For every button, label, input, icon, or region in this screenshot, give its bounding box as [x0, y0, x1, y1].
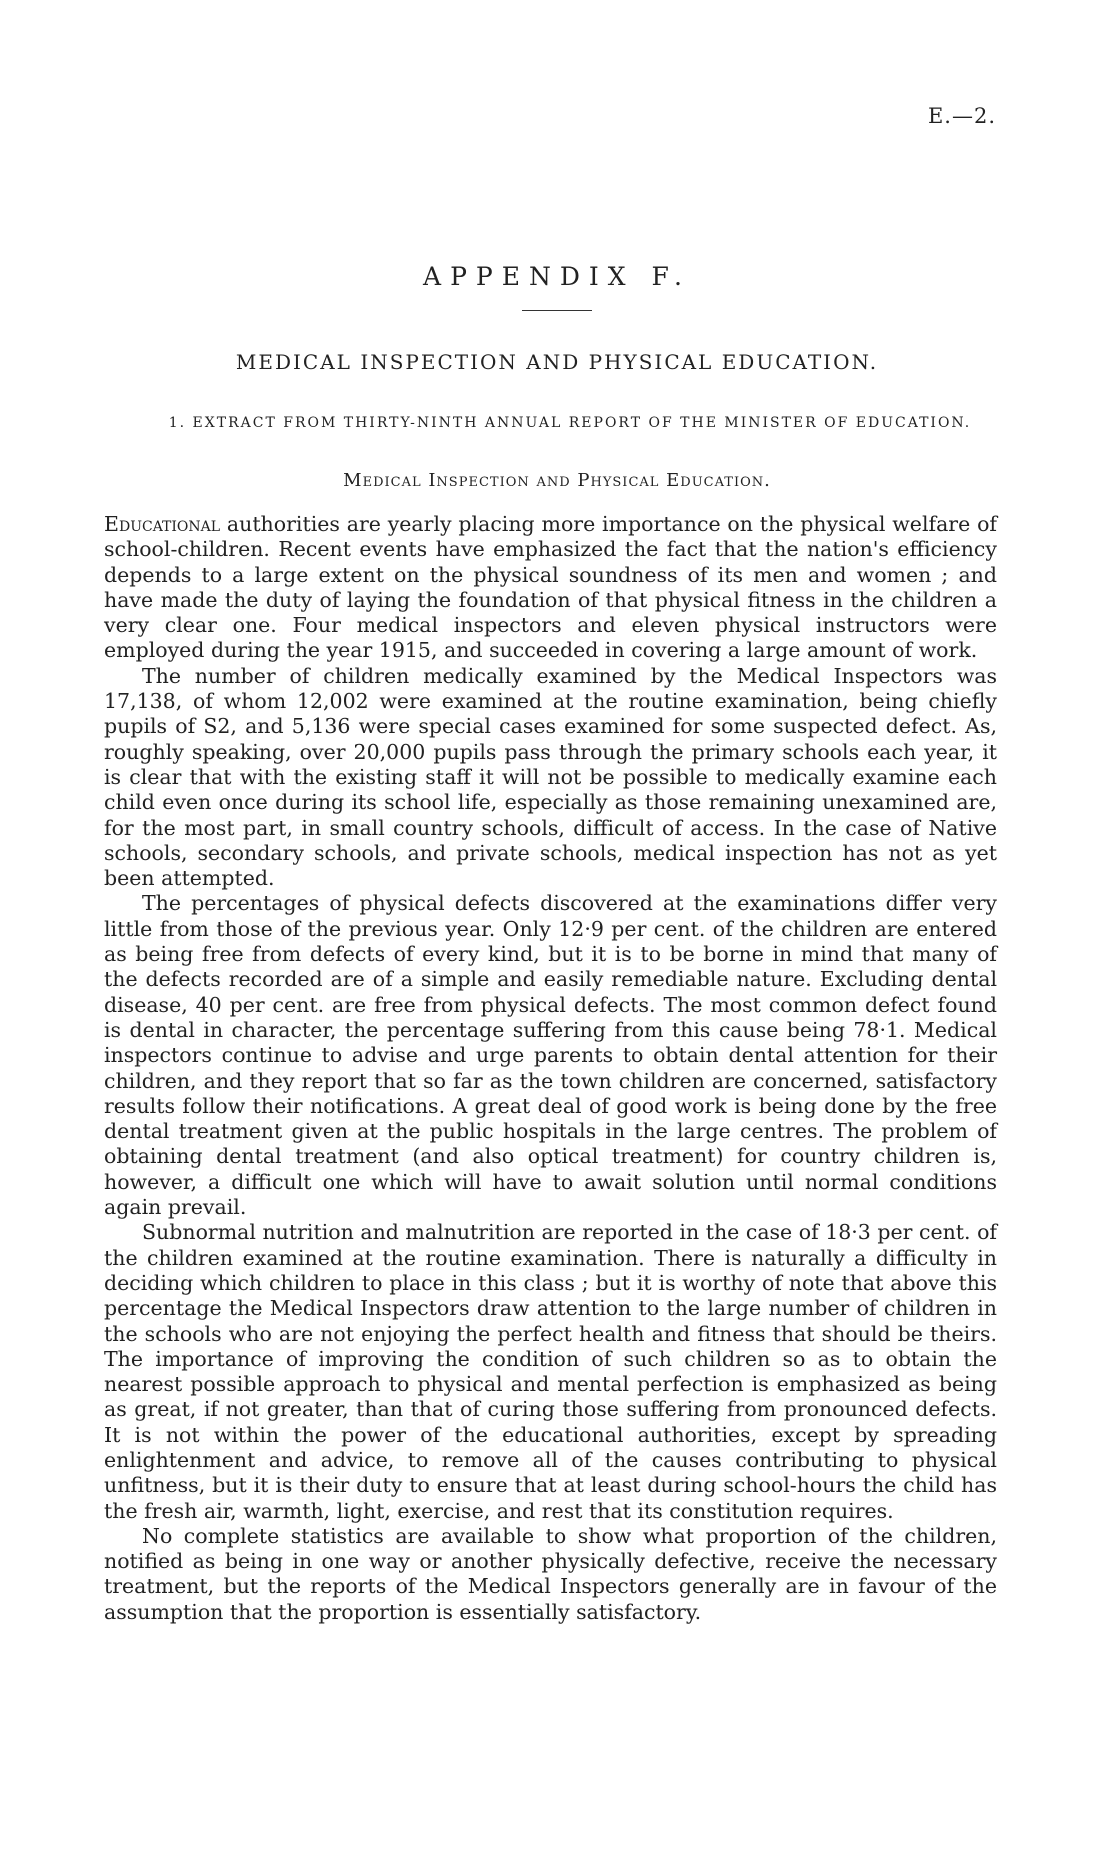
paragraph-1-lead-word: Educational	[104, 512, 221, 536]
appendix-title: APPENDIX F.	[423, 262, 691, 291]
body-text	[104, 512, 997, 1625]
paragraph-5: No complete statistics are available to show what proportion of the children, notified as being in one way or another physically defective, receive the necessary treatment, but the reports of the Medical Inspectors generally are in favour of the assumption that the proportion is essentially satisfactory.	[104, 1523, 997, 1624]
title-divider	[522, 310, 592, 311]
paragraph-1	[104, 512, 997, 664]
section-title: Medical Inspection and Physical Education.	[343, 470, 771, 491]
page-reference: E.—2.	[927, 104, 996, 128]
paragraph-4: Subnormal nutrition and malnutrition are reported in the case of 18·3 per cent. of the children examined at the routine examination. There is naturally a difficulty in deciding which children to place in this class ; but it is worthy of note that above this percentage the Medical Inspectors draw attention to the large number of children in the schools who are not enjoying the perfect health and fitness that should be theirs. The importance of improving the condition of such children so as to obtain the nearest possible approach to physical and mental perfection is emphasized as being as great, if not greater, than that of curing those suffering from pronounced defects. It is not within the power of the educational authorities, except by spreading enlightenment and advice, to remove all of the causes contributing to physical unfitness, but it is their duty to ensure that at least during school-hours the child has the fresh air, warmth, light, exercise, and rest that its constitution requires.	[104, 1220, 997, 1523]
main-heading: MEDICAL INSPECTION AND PHYSICAL EDUCATION.	[235, 350, 879, 374]
paragraph-1-text: authorities are yearly placing more importance on the physical welfare of school-children. Recent events have emphasized the fact that the nation's efficiency depends to a large extent on the physical soundness of its men and women ; and have made the duty of laying the foundation of that physical fitness in the children a very clear one. Four medical inspectors and eleven physical instructors were employed during the year 1915, and succeeded in covering a large amount of work.	[104, 512, 997, 663]
paragraph-2: The number of children medically examined by the Medical Inspectors was 17,138, of whom 12,002 were examined at the routine examination, being chiefly pupils of S2, and 5,136 were special cases examined for some suspected defect. As, roughly speaking, over 20,000 pupils pass through the primary schools each year, it is clear that with the existing staff it will not be possible to medically examine each child even once during its school life, especially as those remaining unexamined are, for the most part, in small country schools, difficult of access. In the case of Native schools, secondary schools, and private schools, medical inspection has not as yet been attempted.	[104, 663, 997, 891]
paragraph-3: The percentages of physical defects discovered at the examinations differ very little from those of the previous year. Only 12·9 per cent. of the children are entered as being free from defects of every kind, but it is to be borne in mind that many of the defects recorded are of a simple and easily remediable nature. Excluding dental disease, 40 per cent. are free from physical defects. The most common defect found is dental in character, the percentage suffering from this cause being 78·1. Medical inspectors continue to advise and urge parents to obtain dental attention for their children, and they report that so far as the town children are concerned, satisfactory results follow their notifications. A great deal of good work is being done by the free dental treatment given at the public hospitals in the large centres. The problem of obtaining dental treatment (and also optical treatment) for country children is, however, a difficult one which will have to await solution until normal conditions again prevail.	[104, 891, 997, 1220]
extract-subheading: 1. EXTRACT FROM THIRTY-NINTH ANNUAL REPORT OF THE MINISTER OF EDUCATION.	[168, 415, 972, 431]
